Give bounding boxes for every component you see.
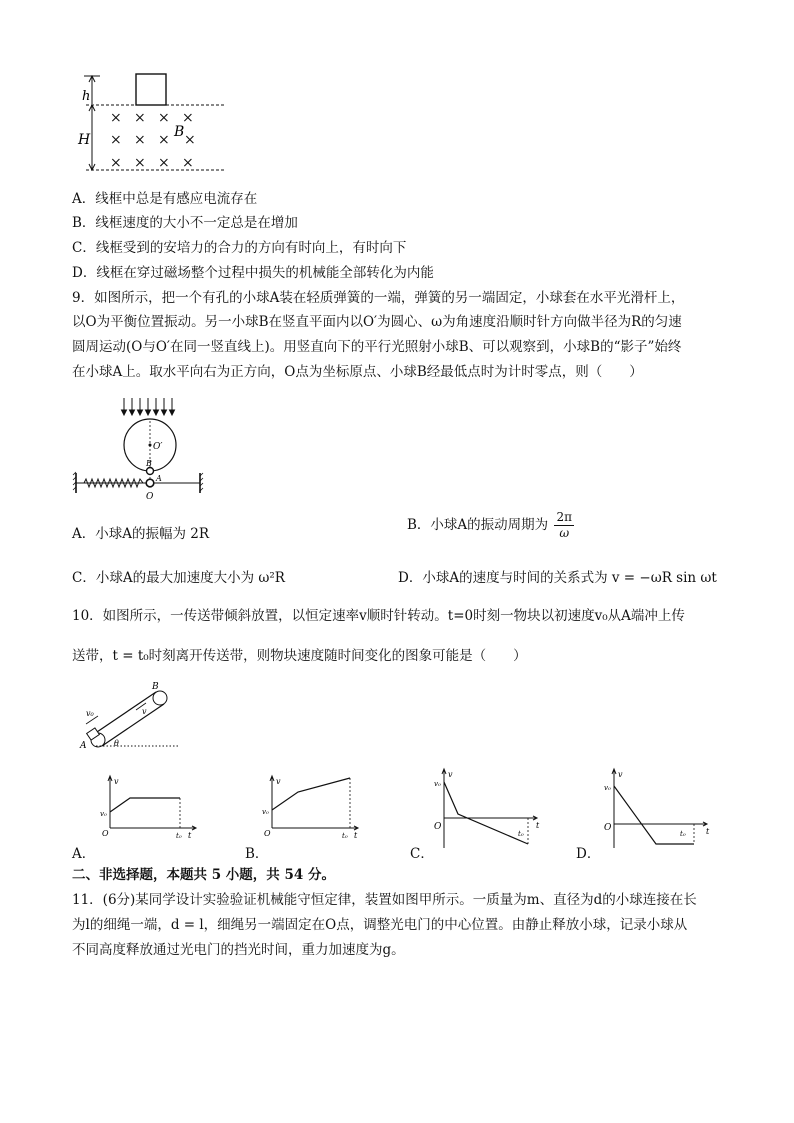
axis-v-label: v: [618, 770, 623, 779]
axis-t-label: t: [706, 827, 710, 836]
origin-label: O: [604, 823, 612, 833]
q10-graph-a: [100, 772, 200, 842]
q9-option-b-fraction: [554, 510, 574, 541]
axis-t-label: t: [536, 821, 540, 830]
field-crosses: [110, 110, 196, 171]
end-a-label: A: [80, 741, 87, 751]
svg-text:×: ×: [110, 132, 122, 148]
axis-t-label: t: [354, 831, 358, 840]
q10-option-c: C．: [410, 846, 434, 862]
origin-label: O: [434, 822, 442, 832]
v0-tick-label: v₀: [100, 810, 107, 818]
ball-b: [147, 468, 154, 475]
q8-option-d: D．线框在穿过磁场整个过程中损失的机械能全部转化为内能: [72, 265, 434, 281]
origin-label: O: [264, 829, 271, 838]
fraction-denominator: ω: [559, 526, 570, 540]
svg-text:×: ×: [110, 110, 122, 126]
q11-line1: 11．(6分)某同学设计实验验证机械能守恒定律，装置如图甲所示。一质量为m、直径为d的小球连接在长: [72, 892, 697, 908]
q9-stem-line1: 9．如图所示，把一个有孔的小球A装在轻质弹簧的一端，弹簧的另一端固定，小球套在水平光滑杆上，: [72, 290, 685, 306]
svg-text:×: ×: [182, 155, 194, 171]
svg-text:×: ×: [110, 155, 122, 171]
t0-tick-label: t₀: [342, 832, 348, 840]
svg-text:×: ×: [158, 110, 170, 126]
q8-figure: [74, 70, 234, 175]
q8-option-b: B．线框速度的大小不一定总是在增加: [72, 215, 298, 231]
B-label: B: [174, 124, 185, 140]
q9-stem-line2: 以O为平衡位置振动。另一小球B在竖直平面内以O′为圆心、ω为角速度沿顺时针方向做半径为R的匀速: [72, 314, 682, 330]
q10-option-b: B．: [245, 846, 269, 862]
q8-option-a: A．线框中总是有感应电流存在: [72, 191, 258, 207]
svg-text:×: ×: [158, 155, 170, 171]
q10-option-d: D．: [576, 846, 601, 862]
fraction-numerator: 2π: [556, 510, 572, 524]
q9-option-d: D．小球A的速度与时间的关系式为 v = −ωR sin ωt: [398, 570, 717, 586]
q9-option-a: A．小球A的振幅为 2R: [72, 526, 210, 542]
origin-label: O: [102, 829, 109, 838]
svg-text:×: ×: [184, 132, 196, 148]
q10-graph-b: [262, 772, 362, 842]
q10-conveyor-figure: [76, 680, 186, 752]
t0-tick-label: t₀: [680, 830, 686, 838]
svg-text:×: ×: [134, 110, 146, 126]
ball-a-label: A: [156, 474, 162, 483]
square-loop: [136, 74, 166, 105]
O-prime-label: O′: [153, 442, 163, 452]
block: [87, 728, 100, 740]
section-2-heading: 二、非选择题，本题共 5 小题，共 54 分。: [72, 867, 335, 883]
q10-graph-c: [432, 766, 542, 850]
q10-graph-d: [602, 766, 712, 850]
v-label: v: [142, 707, 147, 716]
q9-figure: [72, 395, 212, 505]
H-label: H: [78, 132, 91, 148]
svg-text:×: ×: [134, 155, 146, 171]
t0-tick-label: t₀: [176, 832, 182, 840]
t0-tick-label: t₀: [518, 830, 524, 838]
svg-text:×: ×: [134, 132, 146, 148]
q10-stem-line2: 送带，t = t₀时刻离开传送带，则物块速度随时间变化的图象可能是（ ）: [72, 648, 527, 664]
q9-option-c: C．小球A的最大加速度大小为 ω²R: [72, 570, 285, 586]
q9-stem-line4: 在小球A上。取水平向右为正方向，O点为坐标原点、小球B经最低点时为计时零点，则（ ）: [72, 364, 643, 380]
theta-label: θ: [114, 739, 119, 748]
axis-v-label: v: [114, 777, 119, 786]
svg-text:×: ×: [182, 110, 194, 126]
v0-label: v₀: [86, 709, 94, 718]
q9-option-b-text: B．小球A的振动周期为: [407, 517, 549, 533]
q9-option-b: [407, 510, 574, 541]
axis-v-label: v: [448, 770, 453, 779]
ball-a: [146, 479, 154, 487]
q8-option-c: C．线框受到的安培力的合力的方向有时向上，有时向下: [72, 240, 407, 256]
axis-v-label: v: [276, 777, 281, 786]
q9-stem-line3: 圆周运动(O与O′在同一竖直线上)。用竖直向下的平行光照射小球B、可以观察到，小球B的“影子”始终: [72, 339, 682, 355]
h-label: h: [82, 89, 91, 104]
svg-text:×: ×: [158, 132, 170, 148]
v0-tick-label: v₀: [262, 808, 269, 816]
v0-tick-label: v₀: [604, 784, 611, 792]
origin-label: O: [146, 492, 154, 502]
q11-line3: 不同高度释放通过光电门的挡光时间，重力加速度为g。: [72, 942, 405, 958]
q11-line2: 为l的细绳一端，d = l，细绳另一端固定在O点，调整光电门的中心位置。由静止释放小球，记录小球从: [72, 917, 688, 933]
axis-t-label: t: [188, 831, 192, 840]
q10-stem-line1: 10．如图所示，一传送带倾斜放置，以恒定速率v顺时针转动。t=0时刻一物块以初速度v₀从A端冲上传: [72, 608, 685, 624]
q10-option-a: A．: [72, 846, 96, 862]
ball-b-label: B: [146, 459, 152, 468]
v0-tick-label: v₀: [434, 780, 441, 788]
end-b-label: B: [152, 682, 159, 692]
